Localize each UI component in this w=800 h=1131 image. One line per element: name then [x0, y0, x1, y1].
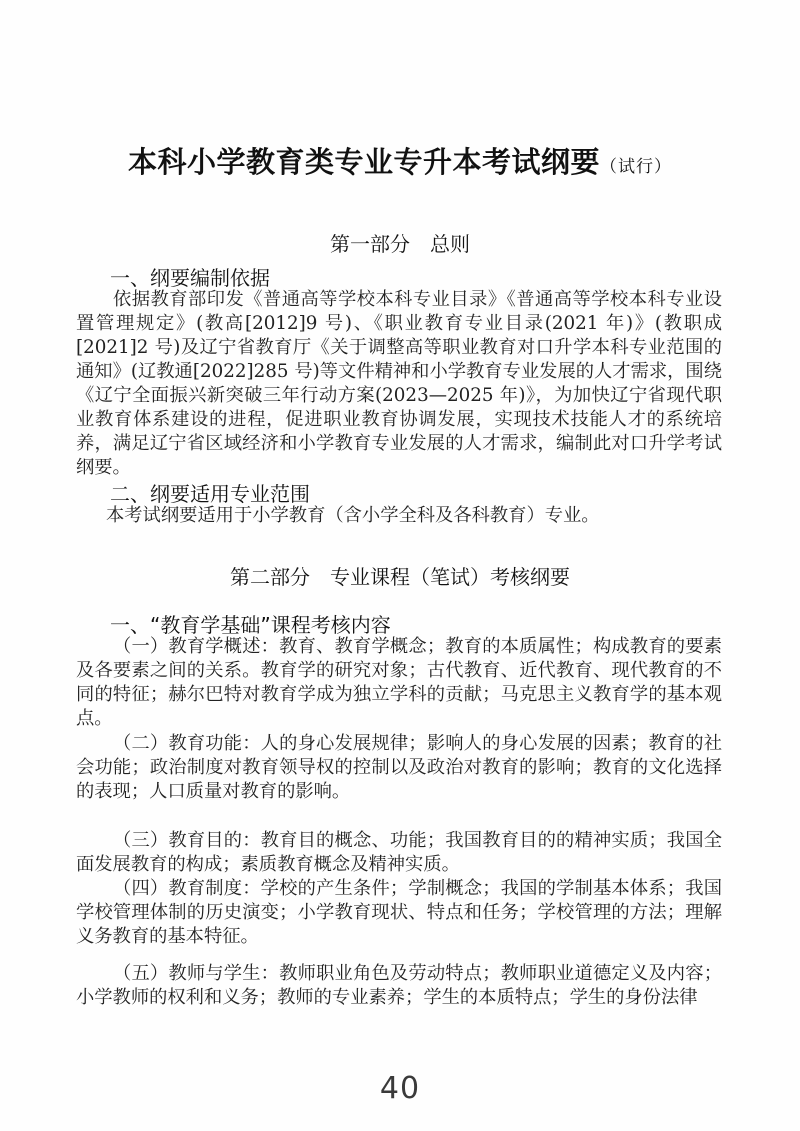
part1-title: 第一部分 总则: [330, 232, 470, 256]
part2-title: 第二部分 专业课程（笔试）考核纲要: [230, 565, 570, 589]
item-education-purpose: （三）教育目的：教育目的概念、功能；我国教育目的的精神实质；我国全面发展教育的构成；素质教育概念及精神实质。: [76, 830, 722, 875]
section-heading-applicable-scope: 二、纲要适用专业范围: [110, 482, 310, 506]
section-heading-compilation-basis: 一、纲要编制依据: [110, 266, 270, 290]
document-title: [0, 140, 800, 181]
paragraph-compilation-basis: 依据教育部印发《普通高等学校本科专业目录》《普通高等学校本科专业设置管理规定》(教高[2012]9 号)、《职业教育专业目录(2021 年)》(教职成[2021]2 号)及辽宁省教育厅《关于调整高等职业教育对口升学本科专业范围的通知》(辽教通[2022]285 号)等文件精神和小学教育专业发展的人才需求，围绕《辽宁全面振兴新突破三年行动方案(2023—2025 年)》，为加快辽宁省现代职业教育体系建设的进程，促进职业教育协调发展，实现技术技能人才的系统培养，满足辽宁省区域经济和小学教育专业发展的人才需求，编制此对口升学考试纲要。: [76, 289, 722, 478]
section-heading-education-basics: 一、“教育学基础”课程考核内容: [110, 613, 391, 637]
document-title-suffix: （试行）: [600, 157, 672, 177]
page-number: 40: [379, 1071, 421, 1106]
item-teacher-student: （五）教师与学生：教师职业角色及劳动特点；教师职业道德定义及内容；小学教师的权利和义务；教师的专业素养；学生的本质特点；学生的身份法律: [76, 963, 722, 1008]
item-education-overview: （一）教育学概述：教育、教育学概念；教育的本质属性；构成教育的要素及各要素之间的关系。教育学的研究对象；古代教育、近代教育、现代教育的不同的特征；赫尔巴特对教育学成为独立学科的贡献；马克思主义教育学的基本观点。: [76, 636, 722, 729]
paragraph-applicable-scope: 本考试纲要适用于小学教育（含小学全科及各科教育）专业。: [106, 505, 600, 526]
document-title-main: 本科小学教育类专业专升本考试纲要: [127, 145, 600, 179]
item-education-system: （四）教育制度：学校的产生条件；学制概念；我国的学制基本体系；我国学校管理体制的历史演变；小学教育现状、特点和任务；学校管理的方法；理解义务教育的基本特征。: [76, 878, 722, 947]
item-education-function: （二）教育功能：人的身心发展规律；影响人的身心发展的因素；教育的社会功能；政治制度对教育领导权的控制以及政治对教育的影响；教育的文化选择的表现；人口质量对教育的影响。: [76, 733, 722, 802]
